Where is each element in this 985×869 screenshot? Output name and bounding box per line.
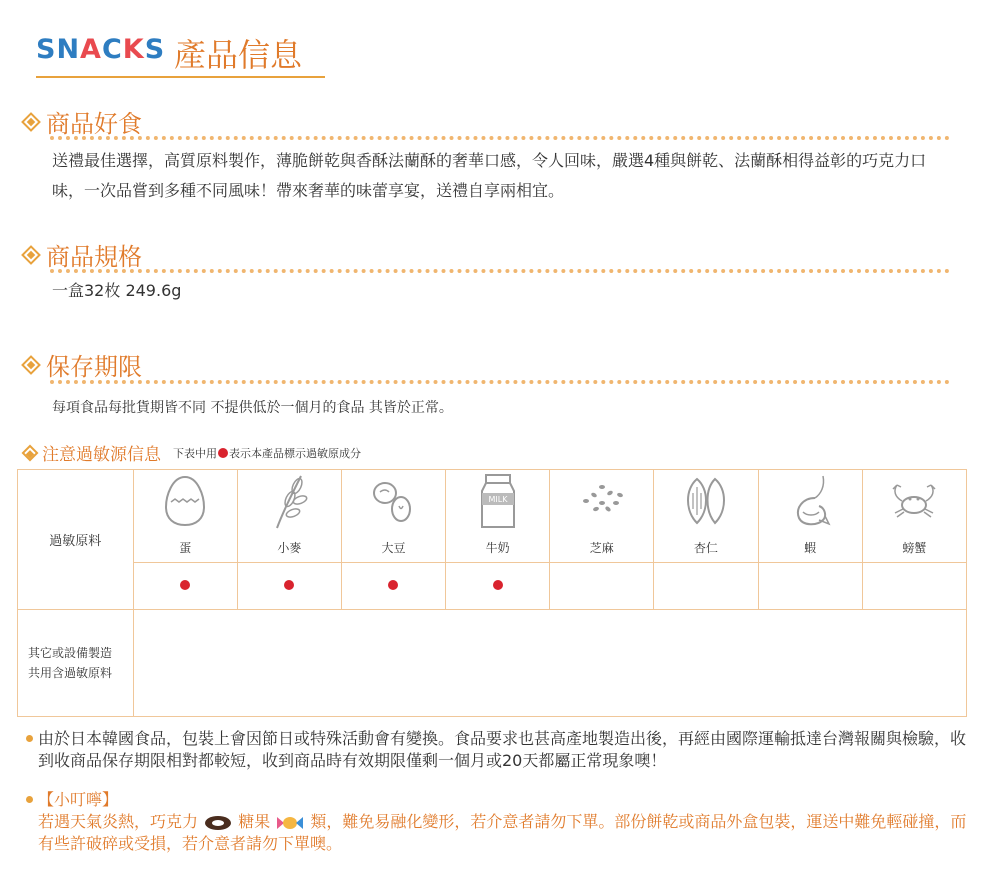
egg-icon — [162, 474, 208, 528]
contains-dot-icon — [388, 580, 398, 590]
contains-dot-icon — [493, 580, 503, 590]
page-header — [36, 28, 325, 78]
milk-icon — [480, 473, 516, 529]
section-title-spec — [24, 237, 142, 272]
section-title-product — [24, 104, 142, 139]
section-body-expiry: 每項食品每批貨期皆不同 不提供低於一個月的食品 其皆於正常。 — [52, 400, 453, 416]
allergy-mark-row — [18, 563, 967, 610]
section-heading: 保存期限 — [46, 353, 142, 381]
other-allergen-label — [18, 610, 134, 717]
allergy-icon-row — [18, 470, 967, 563]
mark-wheat — [237, 563, 341, 610]
legend-prefix: 下表中用 — [173, 446, 217, 460]
allergen-label: 蝦 — [804, 541, 817, 555]
other-label-line2: 共用含過敏原料 — [28, 666, 113, 680]
reminder-text-b: 糖果 — [238, 812, 271, 831]
chocolate-icon — [203, 814, 233, 832]
bullet-icon — [26, 796, 33, 803]
mark-milk — [446, 563, 550, 610]
mark-soybean — [341, 563, 445, 610]
dotted-divider — [50, 136, 950, 140]
bullet-icon — [26, 735, 33, 742]
allergen-egg — [133, 470, 237, 563]
allergen-row-label: 過敏原料 — [18, 470, 134, 610]
almond-icon — [681, 475, 731, 527]
snacks-logo: SNACKS — [36, 34, 166, 65]
page-title: 產品信息 — [174, 36, 303, 74]
allergen-label: 杏仁 — [693, 541, 718, 555]
allergy-legend — [173, 445, 361, 461]
sesame-icon — [576, 481, 628, 521]
shrimp-icon — [785, 472, 835, 530]
allergen-shrimp — [758, 470, 862, 563]
allergy-header — [24, 440, 361, 465]
other-label-line1: 其它或設備製造 — [28, 646, 113, 660]
allergen-crab — [862, 470, 966, 563]
wheat-icon — [267, 472, 311, 530]
mark-egg — [133, 563, 237, 610]
allergen-milk — [446, 470, 550, 563]
note-shipping — [20, 728, 970, 772]
section-title-expiry — [24, 347, 142, 382]
red-dot-icon — [218, 448, 228, 458]
section-heading: 商品好食 — [46, 110, 142, 138]
contains-dot-icon — [180, 580, 190, 590]
section-body-spec: 一盒32枚 249.6g — [52, 281, 182, 300]
allergen-label: 螃蟹 — [902, 541, 927, 555]
svg-text:MILK: MILK — [488, 495, 508, 504]
allergen-label: 大豆 — [381, 541, 406, 555]
allergen-wheat — [237, 470, 341, 563]
allergen-label: 芝麻 — [589, 541, 614, 555]
diamond-icon — [21, 112, 41, 132]
allergy-other-row — [18, 610, 967, 717]
mark-sesame — [550, 563, 654, 610]
diamond-icon — [21, 355, 41, 375]
reminder-text-a: 若遇天氣炎熱，巧克力 — [38, 812, 199, 831]
diamond-icon — [21, 245, 41, 265]
section-heading: 商品規格 — [46, 243, 142, 271]
allergen-label: 蛋 — [179, 541, 192, 555]
contains-dot-icon — [284, 580, 294, 590]
mark-almond — [654, 563, 758, 610]
note-text: 由於日本韓國食品，包裝上會因節日或特殊活動會有變換。食品要求也甚高產地製造出後，再經由國際運輸抵達台灣報關與檢驗，收到收商品保存期限相對都較短，收到商品時有效期限僅剩一個月或20天都屬正常現象噢！ — [38, 729, 967, 770]
note-reminder — [20, 789, 970, 855]
reminder-heading: 【小叮嚀】 — [38, 790, 119, 809]
dotted-divider — [50, 269, 950, 273]
allergen-label: 小麥 — [277, 541, 302, 555]
allergy-title: 注意過敏源信息 — [42, 445, 161, 465]
allergen-soybean — [341, 470, 445, 563]
section-body-product: 送禮最佳選擇，高質原料製作，薄脆餅乾與香酥法蘭酥的奢華口感，令人回味，嚴選4種與餅乾、法蘭酥相得益彰的巧克力口味，一次品嘗到多種不同風味！帶來奢華的味蕾享宴，送禮自享兩相宜。 — [52, 151, 927, 200]
legend-suffix: 表示本產品標示過敏原成分 — [229, 446, 361, 460]
crab-icon — [889, 481, 939, 521]
mark-shrimp — [758, 563, 862, 610]
allergy-table — [17, 469, 967, 717]
allergen-almond — [654, 470, 758, 563]
diamond-icon — [22, 444, 39, 461]
allergen-sesame — [550, 470, 654, 563]
other-allergen-content — [133, 610, 966, 717]
dotted-divider — [50, 380, 950, 384]
mark-crab — [862, 563, 966, 610]
reminder-text-c: 類，難免易融化變形，若介意者請勿下單。部份餅乾或商品外盒包裝，運送中難免輕碰撞，而有些許破碎或受損，若介意者請勿下單噢。 — [38, 812, 967, 853]
soybean-icon — [368, 476, 418, 526]
candy-icon — [275, 815, 305, 831]
allergen-label: 牛奶 — [485, 541, 510, 555]
